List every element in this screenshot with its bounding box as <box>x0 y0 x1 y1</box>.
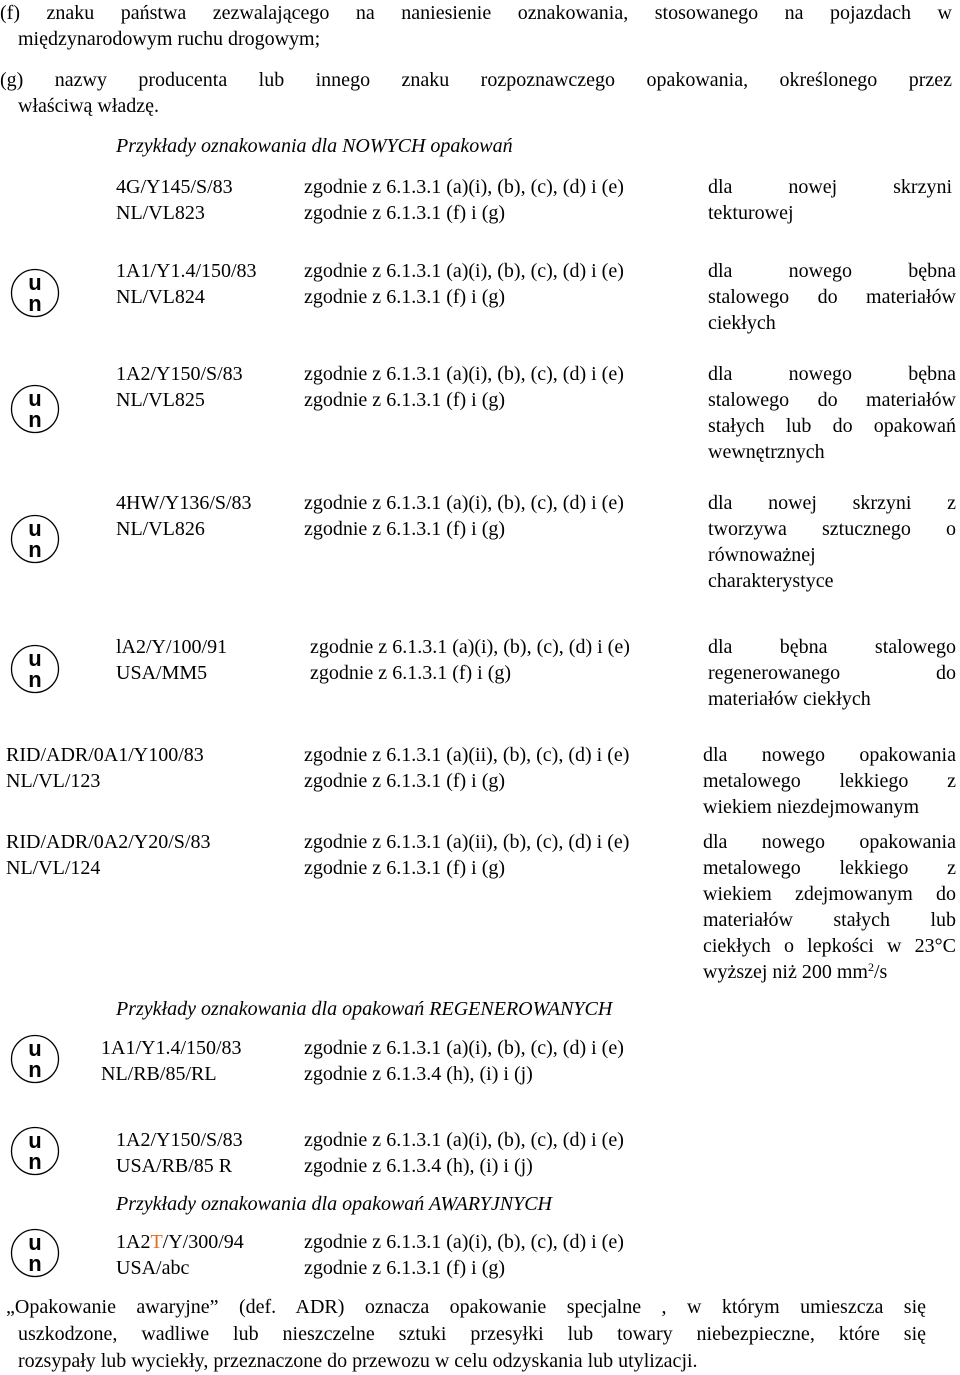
heading-new: Przykłady oznakowania dla NOWYCH opakowań <box>116 135 513 157</box>
un-symbol-icon <box>10 384 60 434</box>
entry-ref: zgodnie z 6.1.3.1 (f) i (g) <box>304 518 506 540</box>
entry-code: 4HW/Y136/S/83 <box>116 492 252 514</box>
entry-ref: zgodnie z 6.1.3.4 (h), (i) i (j) <box>304 1063 533 1085</box>
un-symbol-icon <box>10 1228 60 1278</box>
entry-code: NL/VL826 <box>116 518 205 540</box>
entry-desc: metalowego lekkiego z <box>703 770 956 792</box>
entry-desc: dla nowego opakowania <box>703 744 956 766</box>
entry-desc: materiałów stałych lub <box>703 909 956 931</box>
entry-code: NL/VL824 <box>116 286 205 308</box>
entry-ref: zgodnie z 6.1.3.1 (f) i (g) <box>304 1257 506 1279</box>
entry-code: 1A2/Y150/S/83 <box>116 363 243 385</box>
entry-desc: dla nowej skrzyni z <box>708 492 956 514</box>
entry-desc: równoważnej <box>708 544 816 566</box>
entry-code: NL/VL823 <box>116 202 205 224</box>
un-symbol-icon <box>10 644 60 694</box>
entry-desc: ciekłych <box>708 312 776 334</box>
intro-f-line2: międzynarodowym ruchu drogowym; <box>18 28 321 50</box>
entry-ref: zgodnie z 6.1.3.1 (a)(i), (b), (c), (d) i (e) <box>304 260 624 282</box>
entry-desc: regenerowanego do <box>708 662 956 684</box>
definition-line1: „Opakowanie awaryjne” (def. ADR) oznacza opakowanie specjalne , w którym umieszcza się <box>6 1296 926 1318</box>
entry-ref: zgodnie z 6.1.3.1 (a)(i), (b), (c), (d) i (e) <box>304 176 624 198</box>
entry-desc: metalowego lekkiego z <box>703 857 956 879</box>
intro-f-line1: (f) znaku państwa zezwalającego na naniesienie oznakowania, stosowanego na pojazdach w <box>0 2 952 24</box>
entry-desc: wiekiem zdejmowanym do <box>703 883 956 905</box>
entry-desc: charakterystyce <box>708 570 834 592</box>
entry-code: 1A2/Y150/S/83 <box>116 1129 243 1151</box>
entry-ref: zgodnie z 6.1.3.1 (a)(ii), (b), (c), (d) i (e) <box>304 831 630 853</box>
entry-desc: wiekiem niezdejmowanym <box>703 796 920 818</box>
entry-code: USA/RB/85 R <box>116 1155 233 1177</box>
un-symbol-icon <box>10 1126 60 1176</box>
intro-g-line2: właściwą władzę. <box>18 95 160 117</box>
entry-desc: ciekłych o lepkości w 23°C <box>703 935 956 957</box>
entry-ref: zgodnie z 6.1.3.1 (f) i (g) <box>304 286 506 308</box>
entry-code: NL/RB/85/RL <box>101 1063 217 1085</box>
heading-emergency: Przykłady oznakowania dla opakowań AWARYJNYCH <box>116 1193 552 1215</box>
entry-code: USA/MM5 <box>116 662 208 684</box>
entry-desc-last: wyższej niż 200 $mm^2/s$ <box>703 960 888 983</box>
entry-desc: tworzywa sztucznego o <box>708 518 956 540</box>
entry-desc: dla bębna stalowego <box>708 636 956 658</box>
entry-code: 1A2T/Y/300/94 <box>116 1231 244 1253</box>
entry-desc: materiałów ciekłych <box>708 688 871 710</box>
entry-ref: zgodnie z 6.1.3.1 (f) i (g) <box>304 202 506 224</box>
entry-desc: dla nowej skrzyni <box>708 176 952 198</box>
entry-desc: wewnętrznych <box>708 441 825 463</box>
entry-ref: zgodnie z 6.1.3.1 (a)(i), (b), (c), (d) i (e) <box>304 363 624 385</box>
entry-code: USA/abc <box>116 1257 190 1279</box>
entry-ref: zgodnie z 6.1.3.1 (a)(i), (b), (c), (d) i (e) <box>304 492 624 514</box>
entry-code: 1A1/Y1.4/150/83 <box>116 260 257 282</box>
entry-ref: zgodnie z 6.1.3.1 (f) i (g) <box>304 389 506 411</box>
entry-ref: zgodnie z 6.1.3.1 (f) i (g) <box>310 662 512 684</box>
entry-code: NL/VL/124 <box>6 857 101 879</box>
entry-ref: zgodnie z 6.1.3.1 (a)(i), (b), (c), (d) i (e) <box>304 1129 624 1151</box>
definition-line2: uszkodzone, wadliwe lub nieszczelne sztuki przesyłki lub towary niebezpieczne, które się <box>18 1323 926 1345</box>
heading-regen: Przykłady oznakowania dla opakowań REGENEROWANYCH <box>116 998 613 1020</box>
entry-desc: stalowego do materiałów <box>708 389 956 411</box>
definition-line3: rozsypały lub wyciekły, przeznaczone do przewozu w celu odzyskania lub utylizacji. <box>18 1350 698 1372</box>
entry-desc: stałych lub do opakowań <box>708 415 956 437</box>
entry-desc: tekturowej <box>708 202 794 224</box>
intro-g-line1: (g) nazwy producenta lub innego znaku rozpoznawczego opakowania, określonego przez <box>0 69 952 91</box>
entry-code: lA2/Y/100/91 <box>116 636 228 658</box>
entry-ref: zgodnie z 6.1.3.1 (a)(i), (b), (c), (d) i (e) <box>304 1231 624 1253</box>
entry-desc: dla nowego bębna <box>708 260 956 282</box>
entry-ref: zgodnie z 6.1.3.1 (a)(i), (b), (c), (d) i (e) <box>310 636 630 658</box>
entry-ref: zgodnie z 6.1.3.1 (f) i (g) <box>304 770 506 792</box>
entry-ref: zgodnie z 6.1.3.1 (a)(i), (b), (c), (d) i (e) <box>304 1037 624 1059</box>
entry-desc: dla nowego opakowania <box>703 831 956 853</box>
entry-code: RID/ADR/0A1/Y100/83 <box>6 744 204 766</box>
un-symbol-icon <box>10 514 60 564</box>
entry-code: 4G/Y145/S/83 <box>116 176 233 198</box>
entry-ref: zgodnie z 6.1.3.1 (f) i (g) <box>304 857 506 879</box>
un-symbol-icon <box>10 1034 60 1084</box>
entry-desc: stalowego do materiałów <box>708 286 956 308</box>
un-symbol-icon <box>10 268 60 318</box>
entry-code: 1A1/Y1.4/150/83 <box>101 1037 242 1059</box>
entry-code: NL/VL825 <box>116 389 205 411</box>
entry-ref: zgodnie z 6.1.3.1 (a)(ii), (b), (c), (d) i (e) <box>304 744 630 766</box>
entry-code: RID/ADR/0A2/Y20/S/83 <box>6 831 211 853</box>
entry-desc: dla nowego bębna <box>708 363 956 385</box>
entry-ref: zgodnie z 6.1.3.4 (h), (i) i (j) <box>304 1155 533 1177</box>
entry-code: NL/VL/123 <box>6 770 101 792</box>
